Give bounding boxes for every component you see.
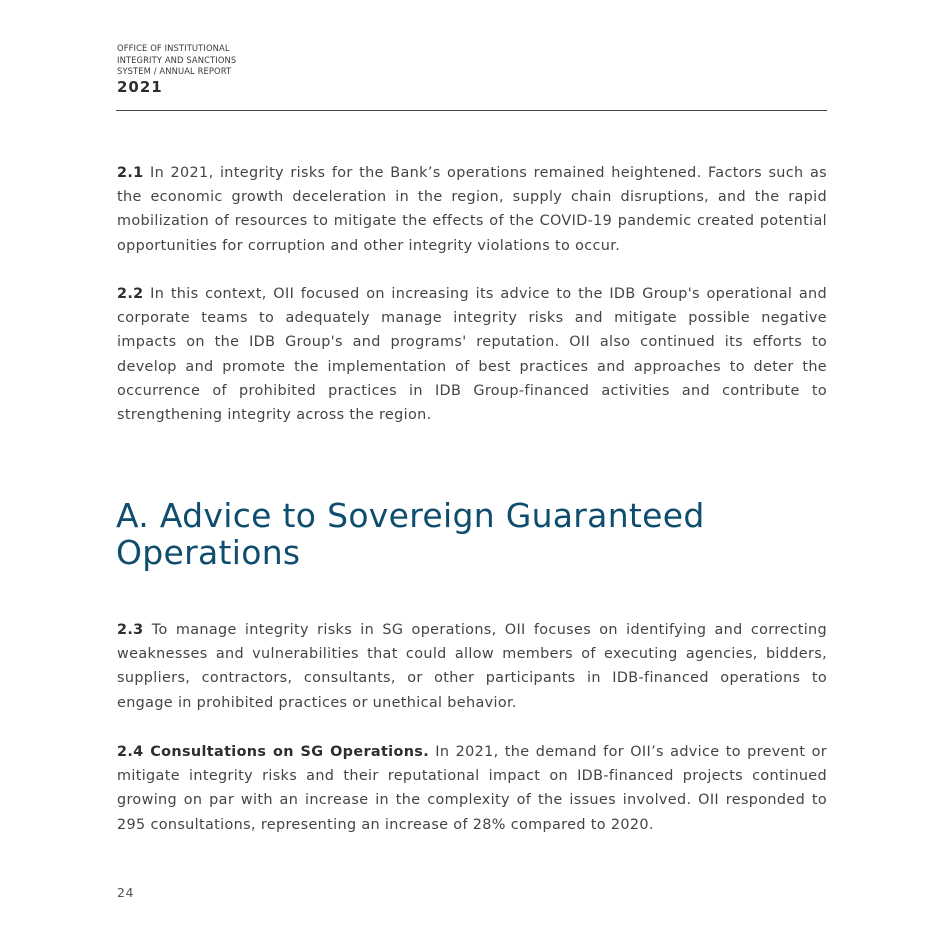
header-divider — [116, 110, 827, 111]
paragraph-text: In this context, OII focused on increasing its advice to the IDB Group's operational and corporate teams to adequately manage integrity risks and mitigate possible negative impacts on the IDB Group's and programs' reputation. OII also continued its efforts to develop and promote the implementation of best practices and approaches to deter the occurrence of prohibited practices in IDB Group-financed activities and contribute to strengthening integrity across the region. — [117, 286, 827, 424]
page-number: 24 — [117, 885, 134, 900]
paragraph-number: 2.1 — [117, 165, 144, 181]
paragraph-2-3 — [117, 618, 827, 715]
paragraph-lead: Consultations on SG Operations. — [143, 744, 430, 760]
paragraph-text: To manage integrity risks in SG operations, OII focuses on identifying and correcting weaknesses and vulnerabilities that could allow members of executing agencies, bidders, suppliers, contractors, consultants, or other participants in IDB-financed operations to engage in prohibited practices or unethical behavior. — [117, 622, 827, 711]
report-title: OFFICE OF INSTITUTIONAL INTEGRITY AND SANCTIONS SYSTEM / ANNUAL REPORT — [117, 43, 237, 76]
report-year: 2021 — [117, 77, 163, 96]
paragraph-2-2 — [117, 282, 827, 427]
paragraph-text: In 2021, integrity risks for the Bank’s operations remained heightened. Factors such as the economic growth deceleration in the region, supply chain disruptions, and the rapid mobilization of resources to mitigate the effects of the COVID-19 pandemic created potential opportunities for corruption and other integrity violations to occur. — [117, 165, 827, 254]
report-header — [117, 43, 827, 96]
section-heading: A. Advice to Sovereign Guaranteed Operations — [116, 496, 705, 572]
paragraph-2-4 — [117, 740, 827, 837]
paragraph-number: 2.3 — [117, 622, 144, 638]
paragraph-text: In 2021, the demand for OII’s advice to prevent or mitigate integrity risks and their reputational impact on IDB-financed projects continued growing on par with an increase in the complexity of the issues involved. OII responded to 295 consultations, representing an increase of 28% compared to 2020. — [117, 744, 827, 833]
paragraph-number: 2.4 — [117, 744, 144, 760]
paragraph-number: 2.2 — [117, 286, 144, 302]
paragraph-2-1 — [117, 161, 827, 258]
